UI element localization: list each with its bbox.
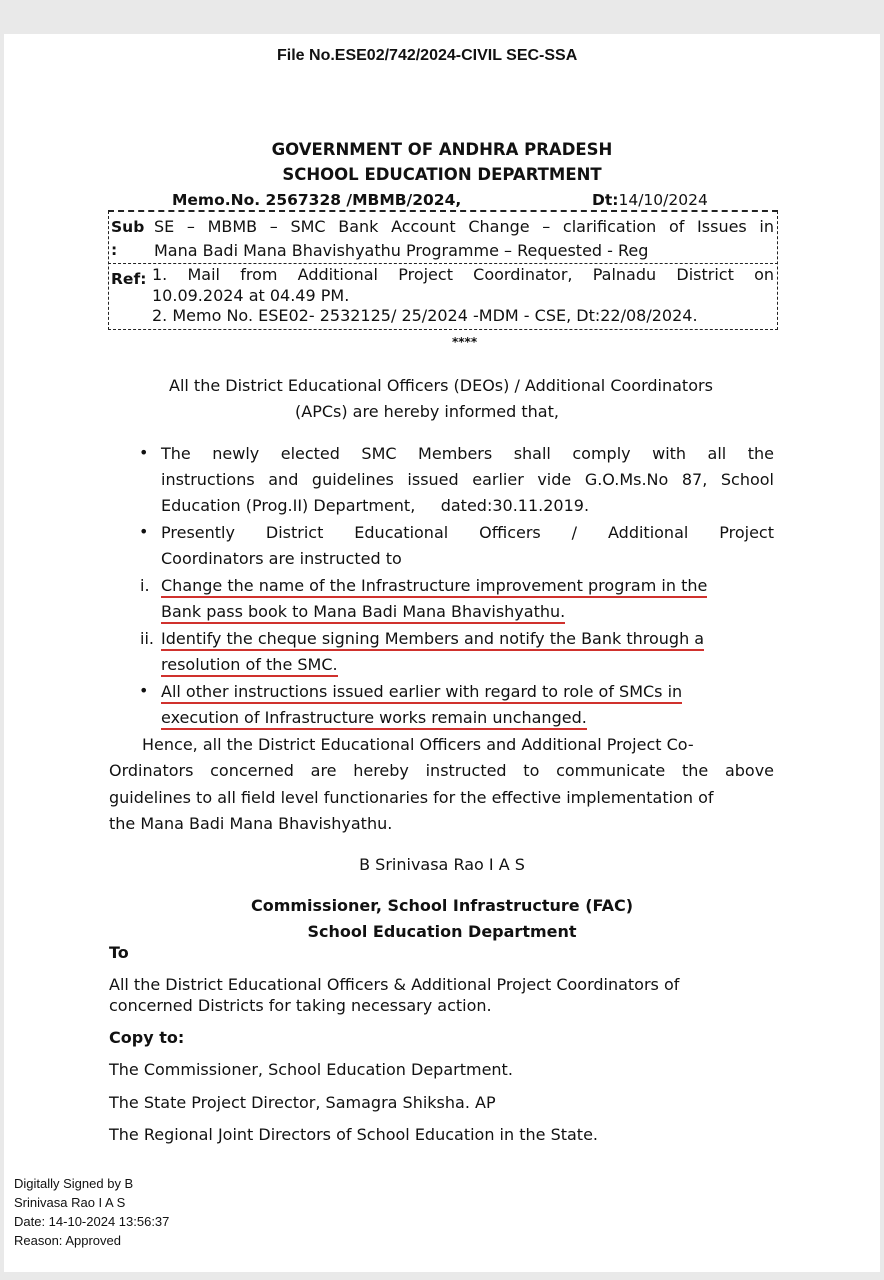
hence-line-1: Hence, all the District Educational Officers and Additional Project Co-: [142, 735, 694, 754]
point-1-line-2: instructions and guidelines issued earlier vide G.O.Ms.No 87, School: [161, 470, 774, 489]
subject-line-2: Mana Badi Mana Bhavishyathu Programme – Requested - Reg: [154, 241, 649, 260]
copy-to-item: The Regional Joint Directors of School Education in the State.: [109, 1125, 599, 1144]
subject-colon: :: [111, 241, 118, 259]
digital-signature-line: Srinivasa Rao I A S: [14, 1195, 126, 1210]
point-i-line-2: [161, 602, 565, 621]
signatory-name: B Srinivasa Rao I A S: [359, 855, 525, 874]
point-3-line-1-text: All other instructions issued earlier with regard to role of SMCs in: [161, 682, 682, 704]
hence-line-2: Ordinators concerned are hereby instructed to communicate the above: [109, 761, 774, 780]
subject-reference-divider: [108, 263, 778, 264]
reference-label: Ref:: [111, 270, 147, 288]
reference-2: 2. Memo No. ESE02- 2532125/ 25/2024 -MDM - CSE, Dt:22/08/2024.: [152, 306, 698, 325]
bullet-marker: •: [139, 522, 149, 541]
point-ii-marker: ii.: [140, 629, 154, 648]
digital-signature-reason: Reason: Approved: [14, 1233, 121, 1248]
bullet-marker: •: [139, 443, 149, 462]
copy-to-label: Copy to:: [109, 1028, 185, 1047]
point-3-line-2-text: execution of Infrastructure works remain unchanged.: [161, 708, 587, 730]
hence-line-4: the Mana Badi Mana Bhavishyathu.: [109, 814, 393, 833]
point-i-line-1: [161, 576, 707, 595]
intro-line-2: (APCs) are hereby informed that,: [295, 402, 559, 421]
point-ii-line-1-text: Identify the cheque signing Members and notify the Bank through a: [161, 629, 704, 651]
reference-1-line-1: 1. Mail from Additional Project Coordinator, Palnadu District on: [152, 265, 774, 284]
reference-1-line-2: 10.09.2024 at 04.49 PM.: [152, 286, 350, 305]
point-2-line-1: Presently District Educational Officers / Additional Project: [161, 523, 774, 542]
memo-date: [592, 191, 708, 209]
subject-label: Sub: [111, 218, 145, 236]
point-ii-line-2-text: resolution of the SMC.: [161, 655, 338, 677]
point-1-line-1: The newly elected SMC Members shall comply with all the: [161, 444, 774, 463]
to-label: To: [109, 943, 129, 962]
copy-to-item: The Commissioner, School Education Department.: [109, 1060, 513, 1079]
point-ii-line-1: [161, 629, 704, 648]
government-title: GOVERNMENT OF ANDHRA PRADESH: [271, 140, 613, 159]
memo-date-label: Dt:: [592, 191, 619, 209]
point-3-line-1: [161, 682, 682, 701]
point-3-line-2: [161, 708, 587, 727]
point-i-line-2-text: Bank pass book to Mana Badi Mana Bhavishyathu.: [161, 602, 565, 624]
subject-line-1: SE – MBMB – SMC Bank Account Change – clarification of Issues in: [154, 217, 774, 236]
point-1-line-3: Education (Prog.II) Department, dated:30.11.2019.: [161, 496, 590, 515]
point-i-marker: i.: [140, 576, 150, 595]
digital-signature-block: [14, 1174, 169, 1250]
point-2-line-2: Coordinators are instructed to: [161, 549, 402, 568]
digital-signature-line: Digitally Signed by B: [14, 1176, 134, 1191]
to-line-2: concerned Districts for taking necessary action.: [109, 996, 492, 1015]
to-line-1: All the District Educational Officers & Additional Project Coordinators of: [109, 975, 680, 994]
hence-line-3: guidelines to all field level functionaries for the effective implementation of: [109, 788, 714, 807]
signatory-title: Commissioner, School Infrastructure (FAC): [250, 896, 634, 915]
memo-number: Memo.No. 2567328 /MBMB/2024,: [172, 191, 462, 209]
point-i-line-1-text: Change the name of the Infrastructure improvement program in the: [161, 576, 707, 598]
digital-signature-date: Date: 14-10-2024 13:56:37: [14, 1214, 170, 1229]
department-title: SCHOOL EDUCATION DEPARTMENT: [282, 165, 602, 184]
point-ii-line-2: [161, 655, 338, 674]
separator-stars: ****: [452, 335, 478, 349]
memo-date-value: 14/10/2024: [618, 191, 708, 209]
intro-line-1: All the District Educational Officers (DEOs) / Additional Coordinators: [169, 376, 713, 395]
bullet-marker: •: [139, 681, 149, 700]
file-number: File No.ESE02/742/2024-CIVIL SEC-SSA: [277, 47, 578, 64]
signatory-department: School Education Department: [307, 922, 577, 941]
copy-to-item: The State Project Director, Samagra Shiksha. AP: [109, 1093, 496, 1112]
